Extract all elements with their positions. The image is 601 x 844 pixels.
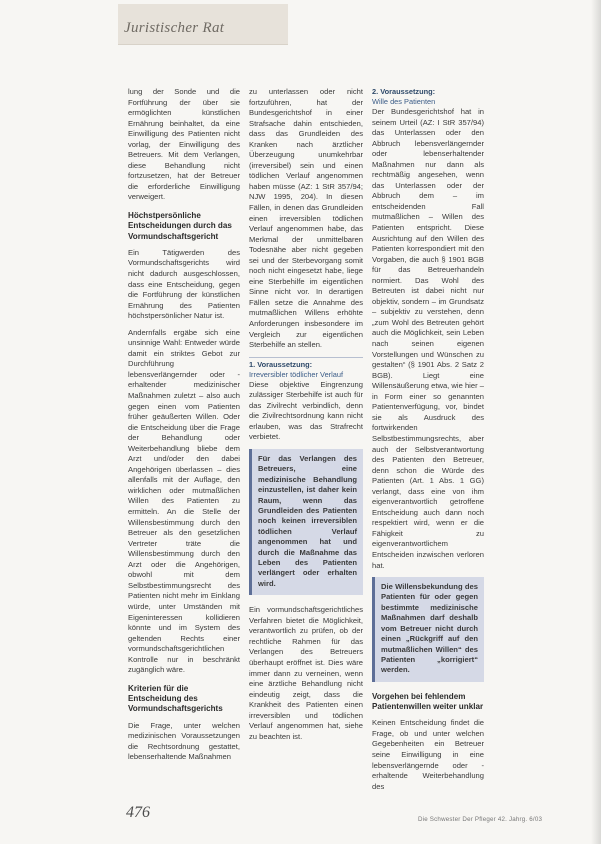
section-heading: Höchstpersönliche Entscheidungen durch das Vormundschaftsgericht — [128, 211, 232, 241]
paragraph: Andernfalls ergäbe sich eine unsinnige Wahl: Entweder würde damit ein striktes Gebot zur Durchführung lebensverlängernder oder -erhaltender medizinischer Maßnahmen zuletzt – also auch gegen einen vom Patienten früher geäußerten Willen. Oder die Entscheidung über die Frage der Behandlung oder Weiterbehandlung bliebe dem Arzt und/oder den dabei Angehörigen überlassen – dies allenfalls mit der Auflage, den wirklichen oder mutmaßlichen Willen des Patienten zu ermitteln. An die Stelle der Willensbestimmung durch den Betreuer als den gesetzlichen Vertreter träte die Willensbestimmung durch den Arzt oder die Angehörigen, obwohl mit dem Selbstbestimmungsrecht des Patienten nicht mehr im Einklang würde, unter Umständen mit Eigeninteressen kollidieren könnte und im System des geltenden Rechts einer vormundschaftsgerichtlichen Kontrolle nur in beschränkt zugänglich wäre. — [128, 327, 240, 675]
section-heading: Kriterien für die Entscheidung des Vormundschaftsgerichts — [128, 683, 223, 714]
subsection-title: Irreversibler tödlicher Verlauf — [249, 369, 344, 379]
paragraph: Ein vormundschaftsgerichtliches Verfahren bietet die Möglichkeit, verantwortlich zu prüfen, ob der rechtliche Rahmen für das Verlangen des Betreuers überhaupt eröffnet ist. Dies wäre immer dann zu verneinen, wenn eine ärztliche Behandlung nicht eindeutig zeigt, dass die Krankheit des Patienten einen irreversiblen und tödlichen Verlauf angenommen hat, siehe zu beachten ist. — [249, 605, 363, 741]
divider — [249, 357, 363, 358]
column-middle — [249, 87, 363, 748]
paragraph: Diese objektive Eingrenzung zulässiger Sterbehilfe ist auch für das Zivilrecht verbindlich, denn die Zivilrechtsordnung kann nicht erlauben, was das Strafrecht verbietet. — [249, 379, 363, 442]
paragraph: Keinen Entscheidung findet die Frage, ob und unter welchen Gegebenheiten ein Betreuer seine Einwilligung in eine lebensverlängernde oder -erhaltende Weiterbehandlung des — [372, 718, 484, 791]
journal-reference: Die Schwester Der Pfleger 42. Jahrg. 6/03 — [418, 816, 543, 823]
page-edge-shadow — [591, 0, 601, 844]
column-left — [128, 87, 240, 769]
section-title: Juristischer Rat — [124, 20, 225, 36]
subsection-number: 2. Voraussetzung: — [372, 87, 436, 96]
highlight-box: Die Willensbekundung des Patienten für oder gegen bestimmte medizinische Maßnahmen darf deshalb vom Betreuer nicht durch einen „Rückgriff auf den mutmaßlichen Willen“ des Patienten „korrigiert“ werden. — [372, 577, 484, 682]
paragraph: Ein Tätigwerden des Vormundschaftsgerichts wird nicht dadurch ausgeschlossen, dass eine Entscheidung, gegen die Fortführung der künstlichen Ernährung des Patienten höchstpersönlicher Natur ist. — [128, 247, 240, 321]
highlight-box: Für das Verlangen des Betreuers, eine medizinische Behandlung einzustellen, ist daher kein Raum, wenn das Grundleiden des Patienten noch keinen irreversiblen tödlichen Verlauf angenommen hat und durch die Maßnahme das Leben des Patienten verlängert oder erhalten wird. — [249, 449, 363, 595]
subsection-title: Wille des Patienten — [372, 97, 436, 106]
paragraph: Der Bundesgerichtshof hat in seinem Urteil (AZ: I StR 357/94) das Unterlassen oder den Abbruch lebensverlängernder oder lebenserhaltender Maßnahmen nur dann als rechtmäßig angesehen, wenn das Unterlassen oder der Abbruch dem – im entscheidenden Fall mutmaßlichen – Willen des Patienten entspricht. Diese Ausrichtung auf den Willen des Patienten korrespondiert mit den Vorgaben, die auch § 1901 BGB für das Betreuerhandeln normiert. Das Wohl des Betreuten ist dabei nicht nur objektiv, sondern – im Grundsatz – subjektiv zu verstehen, denn „zum Wohl des Betreuten gehört auch die Möglichkeit, sein Leben nach seinen eigenen Vorstellungen und Wünschen zu gestalten“ (§ 1901 Abs. 2 Satz 2 BGB). Liegt eine Willensäußerung etwa, wie hier – in Form einer so genannten Patientenverfügung, vor, bindet sie als Ausdruck des fortwirkenden Selbstbestimmungsrechts, aber auch der Selbstverantwortung des Patienten den Betreuer, denn schon die Würde des Patienten (Art. 1 Abs. 1 GG) verlangt, dass eine von ihm eigenverantwortlich getroffene Entscheidung auch dann noch respektiert wird, wenn er die Fähigkeit zu eigenverantwortlichem Entscheiden inzwischen verloren hat. — [372, 107, 484, 570]
paragraph: lung der Sonde und die Fortführung der über sie ermöglichten künstlichen Ernährung beinhaltet, da eine Einwilligung des Patienten nicht vorlag, der Einwilligung des Betreuers. Mit dem Verlangen, diese Behandlung nicht fortzusetzen, hat der Betreuer die erforderliche Einwilligung verweigert. — [128, 87, 240, 202]
subsection-number: 1. Voraussetzung: — [249, 359, 313, 369]
paragraph: Die Frage, unter welchen medizinischen Voraussetzungen die Rechtsordnung gestattet, lebenserhaltende Maßnahmen — [128, 720, 240, 762]
column-right — [372, 87, 484, 798]
paragraph: zu unterlassen oder nicht fortzuführen, hat der Bundesgerichtshof in einer Strafsache dahin entschieden, dass das Grundleiden des Kranken nach ärztlicher Überzeugung unumkehrbar (irreversibel) sein und einen tödlichen Verlauf angenommen haben müsse (AZ: 1 StR 357/94; NJW 1995, 204). In diesen Fällen, in denen das Grundleiden einen irreversiblen tödlichen Verlauf angenommen habe, das Merkmal der unmittelbaren Todesnähe aber nicht gegeben sei und der Sterbevorgang somit noch nicht eingesetzt habe, liege eine Sterbehilfe im eigentlichen Sinne nicht vor. In derartigen Fällen setze die Annahme des mutmaßlichen Willens erhöhte Anforderungen insbesondere im Vergleich zur eigentlichen Sterbehilfe an stellen. — [249, 87, 363, 350]
page-number: 476 — [126, 804, 150, 821]
section-heading: Vorgehen bei fehlendem Patientenwillen weiter unklar — [372, 691, 484, 712]
